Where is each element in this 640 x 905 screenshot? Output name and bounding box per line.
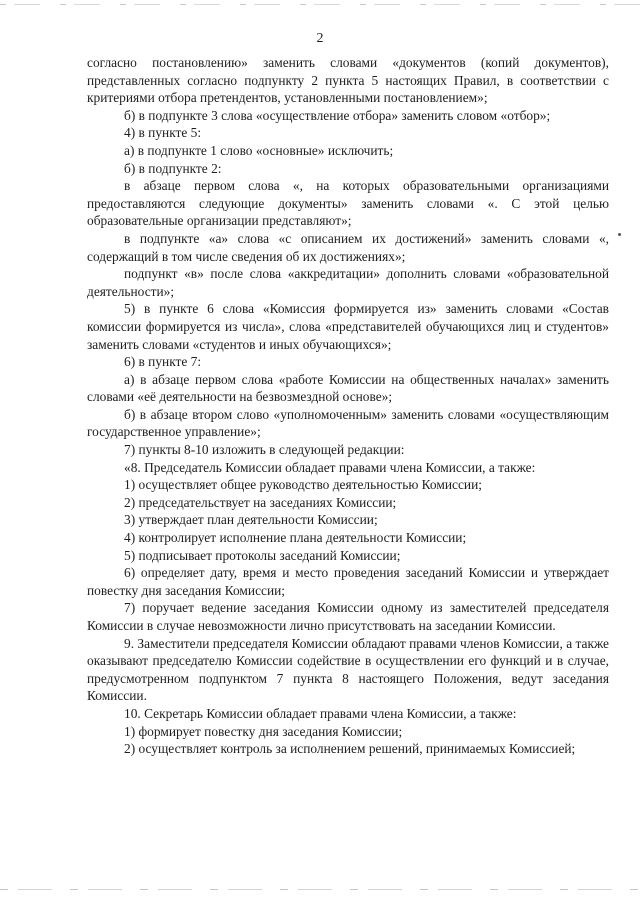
- list-item: 2) осуществляет контроль за исполнением решений, принимаемых Комиссией;: [124, 741, 576, 757]
- list-item: 7) поручает ведение заседания Комиссии одному из заместителей председателя Комиссии в случае невозможности лично присутствовать на заседании Комиссии.: [87, 600, 609, 633]
- list-item: 2) председательствует на заседаниях Комиссии;: [124, 494, 397, 510]
- paragraph: 5) в пункте 6 слова «Комиссия формируется из» заменить словами «Состав комиссии формируется из числа», слова «представителей обучающихся лиц и студентов» заменить словами «студентов и иных обучающихся»;: [87, 301, 609, 352]
- paragraph: «8. Председатель Комиссии обладает правами члена Комиссии, а также:: [124, 459, 536, 475]
- paragraph: б) в подпункте 2:: [124, 160, 222, 176]
- document-body: [87, 54, 609, 758]
- paragraph: согласно постановлению» заменить словами «документов (копий документов), представленных согласно подпункту 2 пункта 5 настоящих Правил, в соответствии с критериями отбора претендентов, установленными постановлением»;: [87, 55, 609, 106]
- scan-edge-bottom: [0, 889, 640, 890]
- list-item: 6) определяет дату, время и место проведения заседаний Комиссии и утверждает повестку дня заседания Комиссии;: [87, 565, 609, 598]
- paragraph: в абзаце первом слова «, на которых образовательными организациями предоставляются следующие документы» заменить словами «. С этой целью образовательные организации представляют»;: [87, 178, 609, 229]
- paragraph: 9. Заместители председателя Комиссии обладают правами членов Комиссии, а также оказывают председателю Комиссии содействие в осуществлении его функций и в случае, предусмотренном подпунктом 7 пункта 8 настоящего Положения, ведут заседания Комиссии.: [87, 635, 609, 704]
- paragraph: а) в подпункте 1 слово «основные» исключить;: [124, 142, 394, 158]
- list-item: 4) контролирует исполнение плана деятельности Комиссии;: [124, 530, 467, 546]
- page-number: 2: [316, 31, 324, 46]
- paragraph: б) в абзаце втором слово «уполномоченным» заменить словами «осуществляющим государственное управление»;: [87, 406, 609, 440]
- paragraph: 10. Секретарь Комиссии обладает правами члена Комиссии, а также:: [124, 705, 517, 721]
- paragraph: 4) в пункте 5:: [124, 125, 202, 141]
- paragraph: в подпункте «а» слова «с описанием их достижений» заменить словами «, содержащий в том числе сведения об их достижениях»;: [87, 230, 609, 264]
- paragraph: подпункт «в» после слова «аккредитации» дополнить словами «образовательной деятельности»;: [87, 266, 609, 299]
- scan-edge-top: [0, 4, 640, 5]
- paragraph: 6) в пункте 7:: [124, 354, 202, 370]
- list-item: 1) осуществляет общее руководство деятельностью Комиссии;: [124, 477, 482, 493]
- paragraph: 7) пункты 8-10 изложить в следующей редакции:: [124, 442, 405, 458]
- paragraph: б) в подпункте 3 слова «осуществление отбора» заменить словом «отбор»;: [124, 107, 551, 123]
- paragraph: а) в абзаце первом слова «работе Комиссии на общественных началах» заменить словами «её деятельности на безвозмездной основе»;: [87, 371, 609, 405]
- list-item: 5) подписывает протоколы заседаний Комиссии;: [124, 547, 401, 563]
- scan-speck: [618, 233, 621, 236]
- list-item: 3) утверждает план деятельности Комиссии;: [124, 512, 378, 528]
- list-item: 1) формирует повестку дня заседания Комиссии;: [124, 723, 403, 739]
